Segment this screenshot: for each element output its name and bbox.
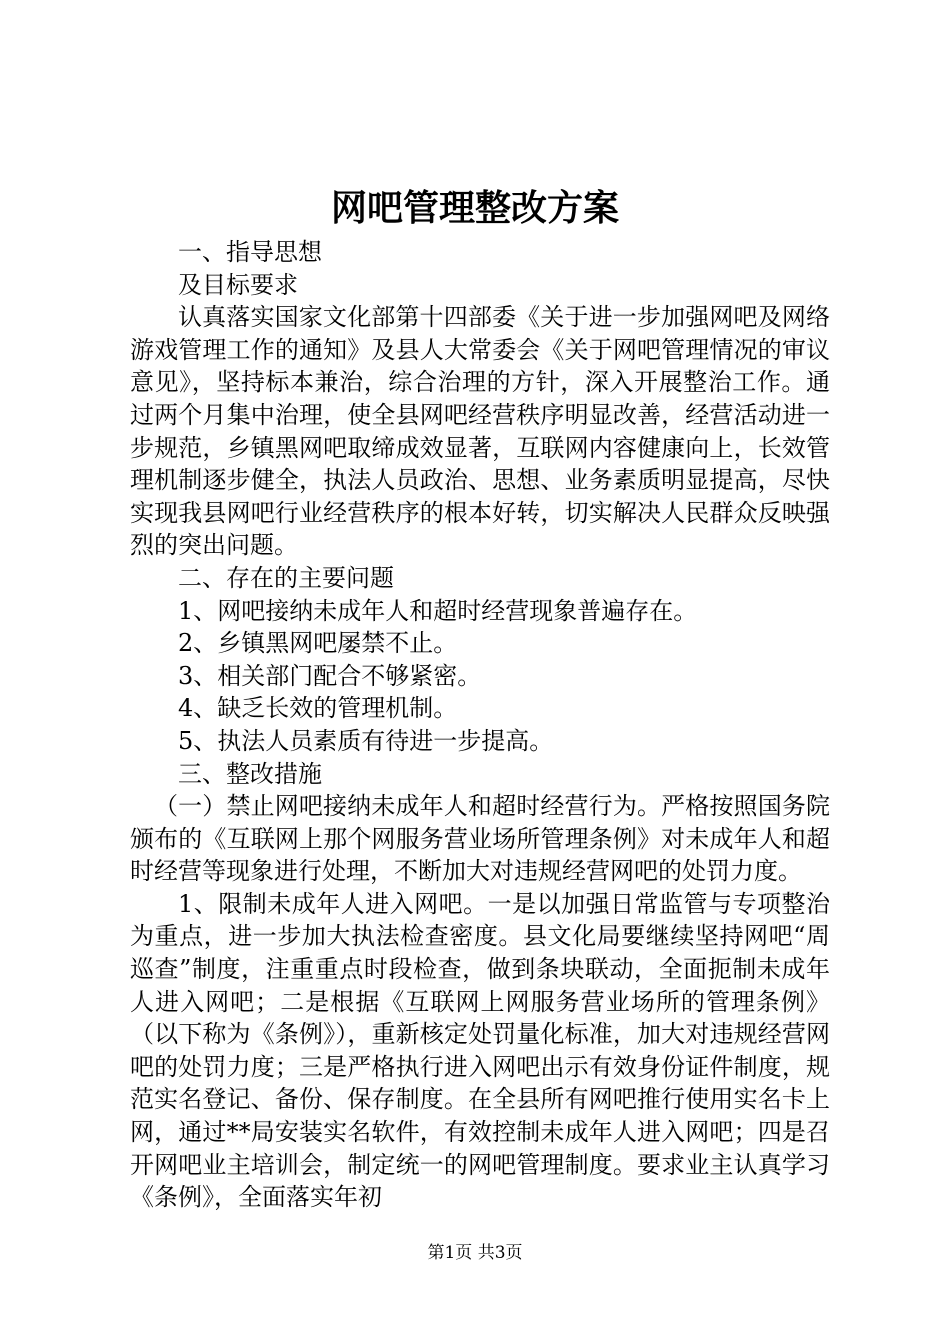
section-heading-1: 一、指导思想 xyxy=(178,238,322,266)
problem-item-3: 3、相关部门配合不够紧密。 xyxy=(178,661,482,690)
problem-item-5: 5、执法人员素质有待进一步提高。 xyxy=(178,726,554,755)
measure-paragraph-2: 1、限制未成年人进入网吧。一是以加强日常监管与专项整治为重点，进一步加大执法检查密度。县文化局要继续坚持网吧“周巡查”制度，注重重点时段检查，做到条块联动，全面扼制未成年人进入网吧；二是根据《互联网上网服务营业场所的管理条例》（以下称为《条例》），重新核定处罚量化标准，加大对违规经营网吧的处罚力度；三是严格执行进入网吧出示有效身份证件制度，规范实名登记、备份、保存制度。在全县所有网吧推行使用实名卡上网，通过**局安装实名软件，有效控制未成年人进入网吧；四是召开网吧业主培训会，制定统一的网吧管理制度。要求业主认真学习《条例》，全面落实年初 xyxy=(130,889,830,1212)
section-heading-3: 三、整改措施 xyxy=(178,759,322,788)
problem-item-2: 2、乡镇黑网吧屡禁不止。 xyxy=(178,629,458,658)
page-number-footer: 第1页 共3页 xyxy=(427,1243,523,1263)
problem-item-4: 4、缺乏长效的管理机制。 xyxy=(178,694,458,723)
document-title: 网吧管理整改方案 xyxy=(330,187,619,229)
section-heading-2: 二、存在的主要问题 xyxy=(178,563,394,592)
section-heading-1-cont: 及目标要求 xyxy=(178,270,298,299)
measure-paragraph-1: （一）禁止网吧接纳未成年人和超时经营行为。严格按照国务院颁布的《互联网上那个网服务营业场所管理条例》对未成年人和超时经营等现象进行处理，不断加大对违规经营网吧的处罚力度。 xyxy=(130,792,830,886)
document-body xyxy=(130,236,830,1214)
problem-item-1: 1、网吧接纳未成年人和超时经营现象普遍存在。 xyxy=(178,596,698,625)
paragraph-guiding-ideas: 认真落实国家文化部第十四部委《关于进一步加强网吧及网络游戏管理工作的通知》及县人大常委会《关于网吧管理情况的审议意见》，坚持标本兼治，综合治理的方针，深入开展整治工作。通过两个月集中治理，使全县网吧经营秩序明显改善，经营活动进一步规范，乡镇黑网吧取缔成效显著，互联网内容健康向上，长效管理机制逐步健全，执法人员政治、思想、业务素质明显提高，尽快实现我县网吧行业经营秩序的根本好转，切实解决人民群众反映强烈的突出问题。 xyxy=(130,303,830,560)
